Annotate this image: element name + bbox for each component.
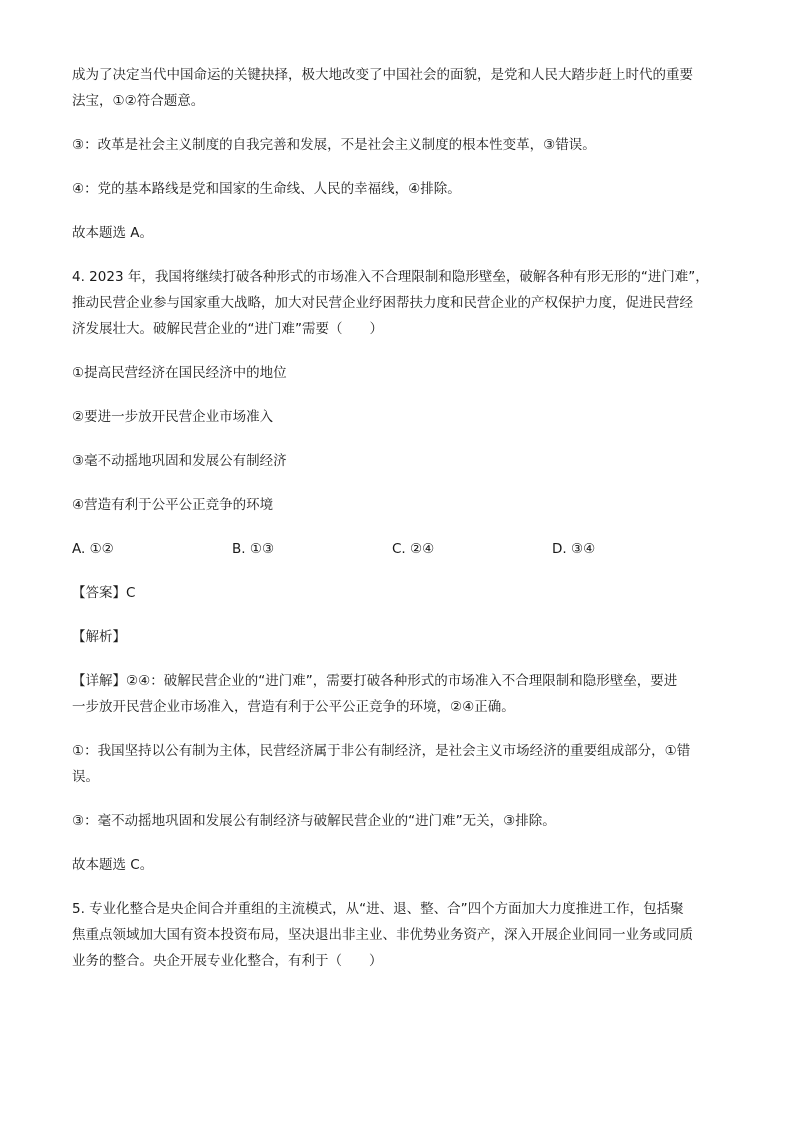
q4-analysis-label: 【解析】 bbox=[72, 629, 126, 645]
q4-statement-3: ③毫不动摇地巩固和发展公有制经济 bbox=[72, 453, 287, 469]
text-line: 误。 bbox=[72, 769, 99, 785]
q4-analysis-item3: ③：毫不动摇地巩固和发展公有制经济与破解民营企业的“进门难”无关，③排除。 bbox=[72, 813, 556, 829]
prev-conclusion: 故本题选 A。 bbox=[72, 225, 154, 241]
q4-option-c: C. ②④ bbox=[392, 541, 435, 557]
q4-statement-4: ④营造有利于公平公正竞争的环境 bbox=[72, 497, 274, 513]
answer-value: C bbox=[126, 585, 136, 601]
q4-statement-2: ②要进一步放开民营企业市场准入 bbox=[72, 409, 274, 425]
text-line: ①：我国坚持以公有制为主体，民营经济属于非公有制经济，是社会主义市场经济的重要组成部分，①错 bbox=[72, 743, 691, 759]
q4-detail bbox=[72, 668, 732, 720]
question-4-stem bbox=[72, 264, 732, 342]
answer-label: 【答案】 bbox=[72, 585, 126, 601]
text-line: 法宝，①②符合题意。 bbox=[72, 93, 205, 109]
q4-statement-1: ①提高民营经济在国民经济中的地位 bbox=[72, 365, 287, 381]
text-line: 5. 专业化整合是央企间合并重组的主流模式，从“进、退、整、合”四个方面加大力度推进工作，包括聚 bbox=[72, 901, 684, 917]
text-line: 一步放开民营企业市场准入，营造有利于公平公正竞争的环境，②④正确。 bbox=[72, 699, 515, 715]
q4-option-a: A. ①② bbox=[72, 541, 114, 557]
text-line: 推动民营企业参与国家重大战略，加大对民营企业纾困帮扶力度和民营企业的产权保护力度，促进民营经 bbox=[72, 295, 693, 311]
q4-option-d: D. ③④ bbox=[552, 541, 596, 557]
question-5-stem bbox=[72, 896, 732, 974]
text-line: 业务的整合。央企开展专业化整合，有利于（ ） bbox=[72, 953, 383, 969]
q4-options bbox=[72, 536, 732, 562]
text-line: 成为了决定当代中国命运的关键抉择，极大地改变了中国社会的面貌，是党和人民大踏步赶上时代的重要 bbox=[72, 67, 693, 83]
document-page bbox=[72, 62, 732, 992]
prev-analysis-item3: ③：改革是社会主义制度的自我完善和发展，不是社会主义制度的根本性变革，③错误。 bbox=[72, 137, 596, 153]
prev-analysis-item4: ④：党的基本路线是党和国家的生命线、人民的幸福线，④排除。 bbox=[72, 181, 461, 197]
text-line: 4. 2023 年，我国将继续打破各种形式的市场准入不合理限制和隐形壁垒，破解各种有形无形的“进门难”， bbox=[72, 269, 709, 285]
q4-analysis-item1 bbox=[72, 738, 732, 790]
q4-option-b: B. ①③ bbox=[232, 541, 275, 557]
text-line: 济发展壮大。破解民营企业的“进门难”需要（ ） bbox=[72, 321, 383, 337]
text-line: 焦重点领域加大国有资本投资布局，坚决退出非主业、非优势业务资产，深入开展企业间同一业务或同质 bbox=[72, 927, 693, 943]
prev-analysis-continuation bbox=[72, 62, 732, 114]
q4-conclusion: 故本题选 C。 bbox=[72, 857, 154, 873]
q4-answer bbox=[72, 580, 732, 606]
text-line: 【详解】②④：破解民营企业的“进门难”，需要打破各种形式的市场准入不合理限制和隐形壁垒，要进 bbox=[72, 673, 678, 689]
